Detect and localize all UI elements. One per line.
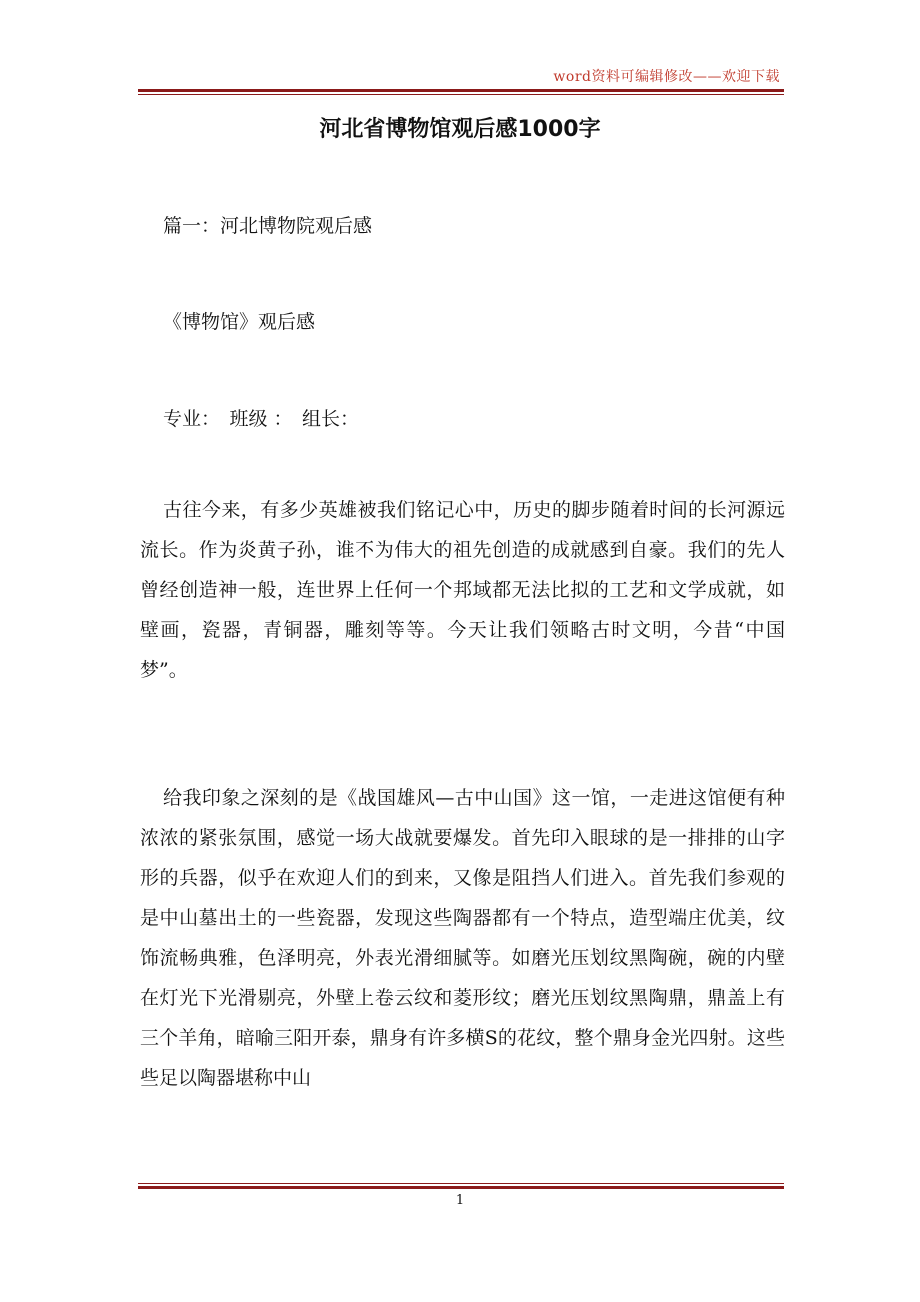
footer-divider [138, 1183, 784, 1189]
paragraph-2: 给我印象之深刻的是《战国雄风—古中山国》这一馆，一走进这馆便有种浓浓的紧张氛围，感觉一场大战就要爆发。首先印入眼球的是一排排的山字形的兵器，似乎在欢迎人们的到来，又像是阻挡人们进入。首先我们参观的是中山墓出土的一些瓷器，发现这些陶器都有一个特点，造型端庄优美，纹饰流畅典雅，色泽明亮，外表光滑细腻等。如磨光压划纹黑陶碗，碗的内壁在灯光下光滑剔亮，外壁上卷云纹和菱形纹；磨光压划纹黑陶鼎，鼎盖上有三个羊角，暗喻三阳开泰，鼎身有许多横S的花纹，整个鼎身金光四射。这些些足以陶器堪称中山 [140, 787, 785, 1089]
page-number: 1 [455, 1193, 465, 1208]
sub-title: 《博物馆》观后感 [163, 311, 316, 333]
header-note: word资料可编辑修改——欢迎下载 [553, 69, 780, 85]
header-divider [138, 89, 784, 95]
page-title: 河北省博物馆观后感1000字 [319, 117, 601, 142]
info-line: 专业： 班级 ： 组长： [163, 408, 360, 430]
section-heading: 篇一：河北博物院观后感 [163, 215, 373, 237]
paragraph-1: 古往今来，有多少英雄被我们铭记心中，历史的脚步随着时间的长河源远流长。作为炎黄子孙，谁不为伟大的祖先创造的成就感到自豪。我们的先人曾经创造神一般，连世界上任何一个邦域都无法比拟的工艺和文学成就，如壁画，瓷器，青铜器，雕刻等等。今天让我们领略古时文明，今昔“中国梦”。 [140, 499, 785, 681]
